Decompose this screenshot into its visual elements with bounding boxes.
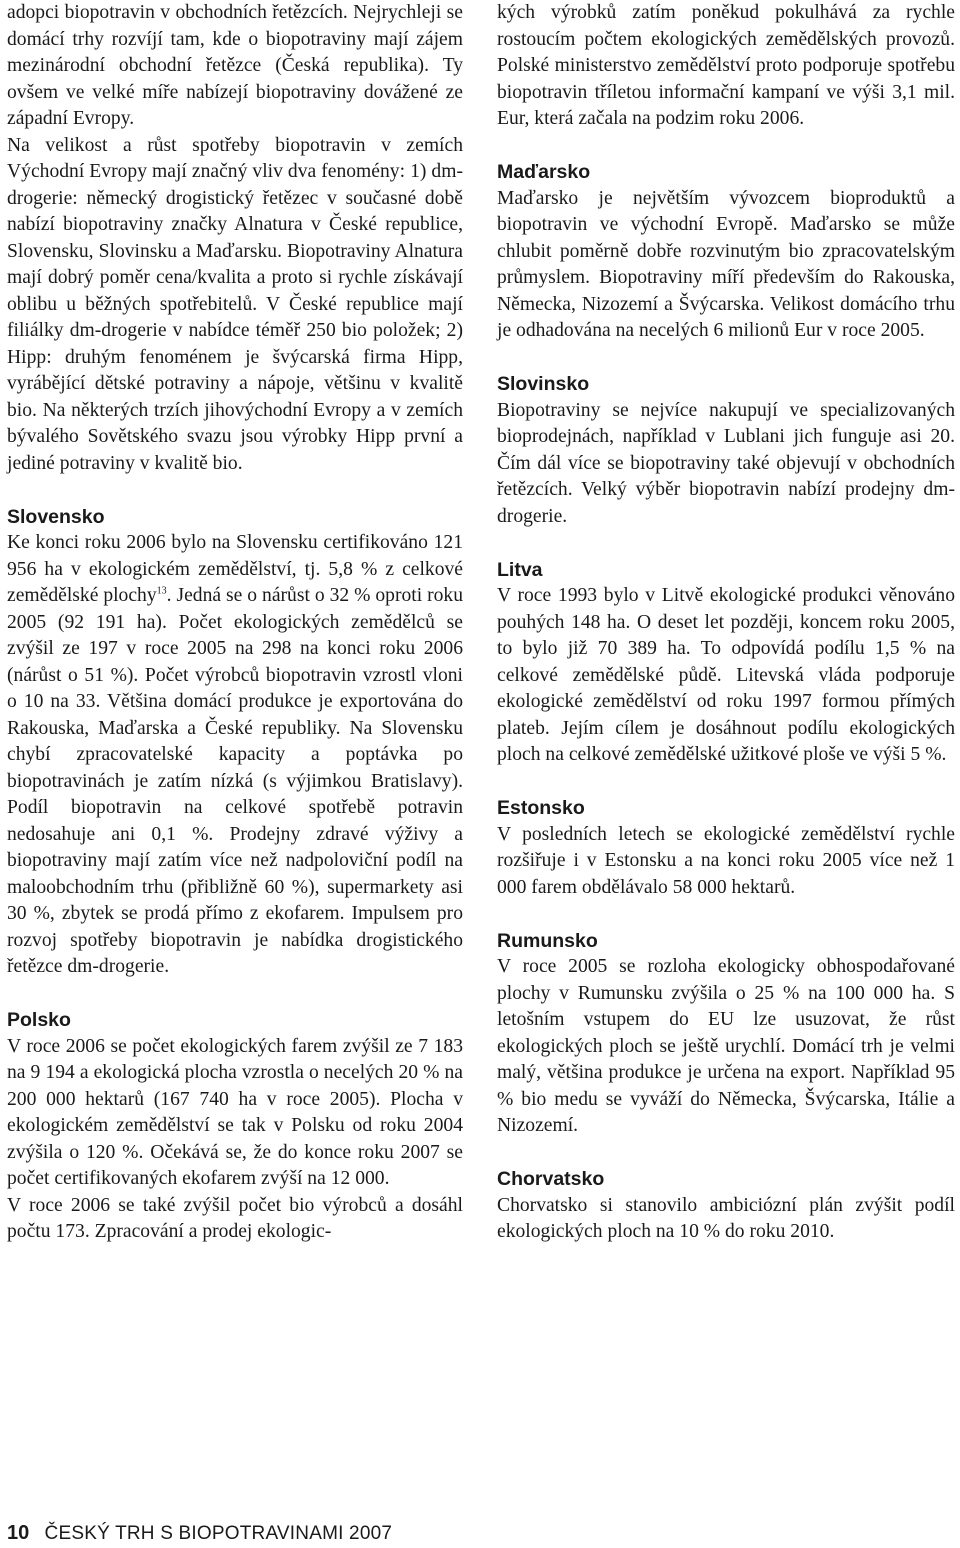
- heading-rumunsko: Rumunsko: [497, 929, 598, 952]
- rumunsko-paragraph: V roce 2005 se rozloha ekologicky obhospodařované plochy v Rumunsku zvýšila o 25 % na 100 000 ha. S letošním vstupem do EU lze usuzovat, že růst ekologických ploch se ještě urychlí. Domácí trh je velmi malý, většina produkce je určena na export. Například 95 % bio medu se vyváží do Německa, Švýcarska, Itálie a Nizozemí.: [497, 956, 955, 1136]
- heading-litva: Litva: [497, 558, 543, 581]
- heading-estonsko: Estonsko: [497, 797, 585, 819]
- slovensko-text-b: . Jedná se o nárůst o 32 % oproti roku 2005 (92 191 ha). Počet ekologických zemědělců se zvýšil ze 197 v roce 2005 na 298 na konci roku 2006 (nárůst o 51 %). Počet výrobců biopotravin vzrostl vloni o 10 na 33. Většina domácí produkce je exportována do Rakouska, Maďarska a České republiky. Na Slovensku chybí zpracovatelské kapacity a poptávka po biopotravinách je zatím nízká (s výjimkou Bratislavy). Podíl biopotravin na celkové spotřebě potravin nedosahuje ani 0,1 %. Prodejny zdravé výživy a biopotraviny mají zatím více než nadpoloviční podíl na maloobchodním trhu (přibližně 60 %), supermarkety asi 30 %, zbytek se prodá přímo z ekofarem. Impulsem pro rozvoj spotřeby biopotravin je nabídka drogistického řetězce dm-drogerie.: [7, 585, 463, 977]
- section-gap: [497, 1140, 955, 1167]
- footnote-ref-13: 13: [156, 585, 167, 597]
- slovensko-paragraph: [7, 530, 463, 981]
- page-number: 10: [7, 1522, 30, 1544]
- intro-paragraph-1: adopci biopotravin v obchodních řetězcích. Nejrychleji se domácí trhy rozvíjí tam, kde o biopotraviny mají zájem mezinárodní obchodní řetězce (Česká republika). Ty ovšem ve velké míře nabízejí biopotraviny dovážené ze západní Evropy.: [7, 2, 463, 129]
- chorvatsko-paragraph: Chorvatsko si stanovilo ambiciózní plán zvýšit podíl ekologických ploch na 10 % do roku 2010.: [497, 1194, 955, 1242]
- heading-madarsko: Maďarsko: [497, 161, 591, 183]
- section-gap: [497, 530, 955, 557]
- section-gap: [497, 901, 955, 928]
- section-gap: [7, 477, 463, 504]
- polsko-paragraph-2: V roce 2006 se také zvýšil počet bio výrobců a dosáhl počtu 173. Zpracování a prodej ekologic-: [7, 1194, 463, 1242]
- running-title: ČESKÝ TRH S BIOPOTRAVINAMI 2007: [44, 1523, 393, 1544]
- right-column: [497, 0, 955, 1246]
- section-gap: [497, 769, 955, 796]
- section-gap: [497, 345, 955, 372]
- litva-paragraph: V roce 1993 bylo v Litvě ekologické produkci věnováno pouhých 148 ha. O deset let později, koncem roku 2005, to bylo již 70 389 ha. To odpovídá podílu 1,5 % na celkové zemědělské půdě. Litevská vláda podporuje ekologické zemědělství od roku 1997 formou přímých plateb. Jejím cílem je dosáhnout podílu ekologických ploch na celkové zemědělské užitkové ploše ve výši 5 %.: [497, 585, 955, 765]
- madarsko-paragraph: Maďarsko je největším vývozcem bioproduktů a biopotravin ve východní Evropě. Maďarsko se může chlubit poměrně dobře rozvinutým bio zpracovatelským průmyslem. Biopotraviny míří především do Rakouska, Německa, Nizozemí a Švýcarska. Velikost domácího trhu je odhadována na necelých 6 milionů Eur v roce 2005.: [497, 187, 955, 341]
- left-column: [7, 0, 463, 1246]
- slovensko-text-a: Ke konci roku 2006 bylo na Slovensku certifikováno 121 956 ha v ekologickém zemědělství, tj. 5,8 % z celkové zemědělské plochy: [7, 532, 463, 606]
- continued-paragraph: kých výrobků zatím poněkud pokulhává za rychle rostoucím počtem ekologických zemědělských provozů. Polské ministerstvo zemědělství proto podporuje spotřebu biopotravin tříletou informační kampaní ve výši 3,1 mil. Eur, která začala na podzim roku 2006.: [497, 2, 955, 129]
- polsko-paragraph-1: V roce 2006 se počet ekologických farem zvýšil ze 7 183 na 9 194 a ekologická plocha vzrostla o necelých 20 % na 200 000 hektarů (167 740 ha v roce 2005). Plocha v ekologickém zemědělství se tak v Polsku od roku 2004 zvýšila o 120 %. Očekává se, že do konce roku 2007 se počet certifikovaných ekofarem zvýší na 12 000.: [7, 1035, 463, 1189]
- section-gap: [7, 981, 463, 1008]
- intro-paragraph-2: Na velikost a růst spotřeby biopotravin v zemích Východní Evropy mají značný vliv dva fenomény: 1) dm-drogerie: německý drogistický řetězec v současné době nabízí biopotraviny značky Alnatura v České republice, Slovensku, Slovinsku a Maďarsku. Biopotraviny Alnatura mají dobrý poměr cena/kvalita a proto si rychle získávají oblibu u běžných spotřebitelů. V České republice mají filiálky dm-drogerie v nabídce téměř 250 bio položek; 2) Hipp: druhým fenoménem je švýcarská firma Hipp, vyrábějící dětské potraviny a nápoje, většinu v kvalitě bio. Na některých trzích jihovýchodní Evropy a v zemích bývalého Sovětského svazu jsou výrobky Hipp první a jediné potraviny v kvalitě bio.: [7, 134, 463, 474]
- heading-slovensko: Slovensko: [7, 505, 105, 528]
- heading-polsko: Polsko: [7, 1009, 71, 1031]
- page-footer: [7, 1521, 392, 1546]
- estonsko-paragraph: V posledních letech se ekologické zemědělství rychle rozšiřuje i v Estonsku a na konci roku 2005 více než 1 000 farem obdělávalo 58 000 hektarů.: [497, 823, 955, 898]
- heading-slovinsko: Slovinsko: [497, 373, 590, 395]
- heading-chorvatsko: Chorvatsko: [497, 1168, 605, 1190]
- slovinsko-paragraph: Biopotraviny se nejvíce nakupují ve specializovaných bioprodejnách, například v Lublani jich funguje asi 20. Čím dál více se biopotraviny také objevují v obchodních řetězcích. Velký výběr biopotravin nabízí prodejny dm-drogerie.: [497, 399, 955, 527]
- section-gap: [497, 133, 955, 160]
